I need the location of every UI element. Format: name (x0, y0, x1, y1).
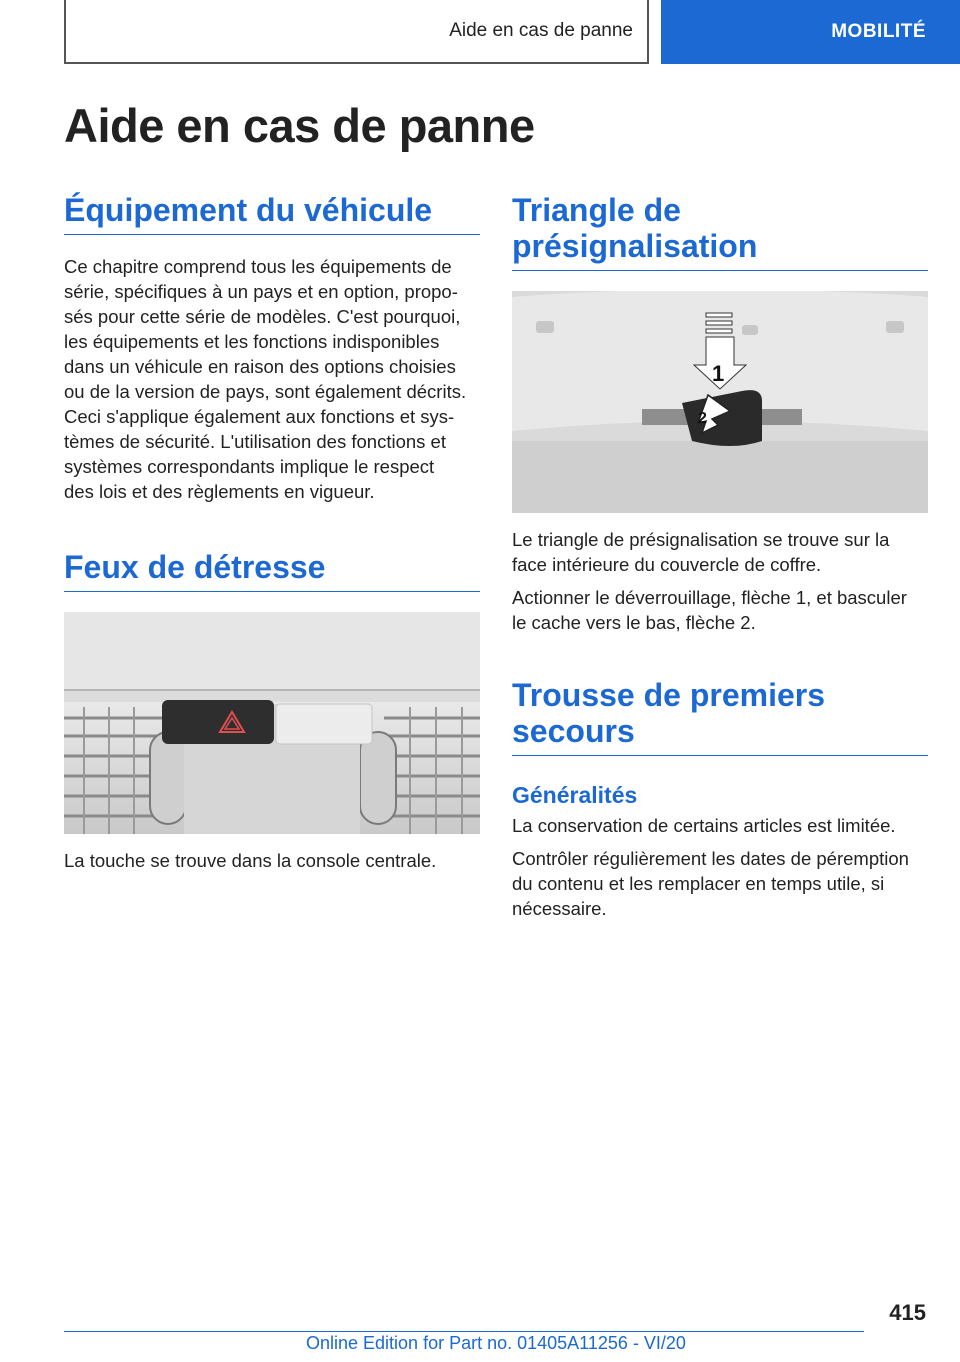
page-number: 415 (889, 1300, 926, 1325)
hazard-heading: Feux de détresse (64, 549, 480, 592)
equipment-line: sés pour cette série de modèles. C'est pourquoi, (64, 306, 461, 327)
triangle-p2-line: le cache vers le bas, flèche 2. (512, 612, 756, 633)
general-subheading: Généralités (512, 782, 638, 808)
hazard-caption: La touche se trouve dans la console centrale. (64, 850, 437, 871)
equipment-line: les équipements et les fonctions indisponibles (64, 331, 440, 352)
header-section-label: Aide en cas de panne (449, 20, 633, 41)
first-aid-heading (512, 677, 928, 756)
triangle-heading (512, 192, 928, 271)
equipment-line: dans un véhicule en raison des options choisies (64, 356, 456, 377)
first-aid-heading-line: Trousse de premiers (512, 677, 826, 713)
right-column (512, 192, 928, 921)
first-aid-paragraph-2 (512, 846, 928, 921)
footer-divider (64, 1331, 864, 1332)
equipment-line: systèmes correspondants implique le respect (64, 456, 435, 477)
hazard-switch-figure (64, 612, 480, 834)
chapter-tab[interactable] (661, 0, 960, 64)
equipment-line: ou de la version de pays, sont également décrits. (64, 381, 467, 402)
arrow-label: 2 (698, 410, 707, 427)
triangle-heading-line: présignalisation (512, 228, 758, 264)
triangle-p2-line: Actionner le déverrouillage, flèche 1, et basculer (512, 587, 907, 608)
equipment-line: Ceci s'applique également aux fonctions et sys‐ (64, 406, 455, 427)
first-aid-p2-line: Contrôler régulièrement les dates de péremption (512, 848, 909, 869)
left-column (64, 192, 480, 873)
page-title: Aide en cas de panne (64, 99, 535, 152)
equipment-line: Ce chapitre comprend tous les équipements de (64, 256, 452, 277)
triangle-p1-line: Le triangle de présignalisation se trouve sur la (512, 529, 890, 550)
triangle-heading-line: Triangle de (512, 192, 681, 228)
chapter-tab-label: MOBILITÉ (831, 21, 926, 42)
first-aid-heading-line: secours (512, 713, 635, 749)
triangle-p1-line: face intérieure du couvercle de coffre. (512, 554, 822, 575)
equipment-line: des lois et des règlements en vigueur. (64, 481, 375, 502)
first-aid-p2-line: nécessaire. (512, 898, 607, 919)
equipment-heading: Équipement du véhicule (64, 192, 480, 235)
equipment-line: série, spécifiques à un pays et en option, propo‐ (64, 281, 458, 302)
triangle-paragraph-1 (512, 527, 928, 577)
arrow-label: 1 (712, 361, 725, 386)
first-aid-p2-line: du contenu et les remplacer en temps utile, si (512, 873, 885, 894)
warning-triangle-figure (512, 291, 928, 513)
equipment-line: tèmes de sécurité. L'utilisation des fonctions et (64, 431, 446, 452)
header-section-box (64, 0, 649, 64)
equipment-paragraph (64, 254, 480, 504)
first-aid-paragraph-1: La conservation de certains articles est limitée. (512, 815, 896, 836)
footer-edition: Online Edition for Part no. 01405A11256 - VI/20 (306, 1333, 686, 1353)
triangle-paragraph-2 (512, 585, 928, 635)
